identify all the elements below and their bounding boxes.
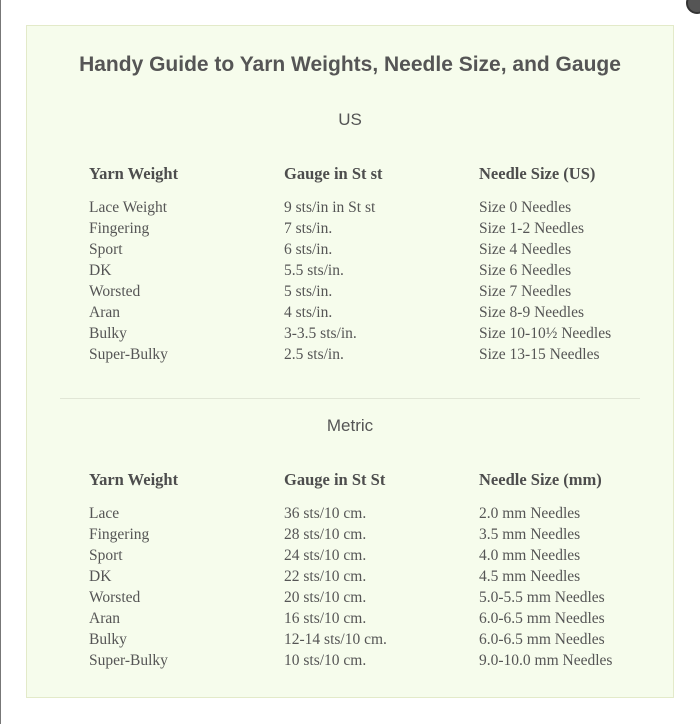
table-header-row (89, 164, 649, 197)
needle-size-cell: Size 0 Needles (479, 199, 572, 216)
table-row (89, 524, 649, 545)
metric-table (89, 470, 649, 671)
gauge-cell: 3-3.5 sts/in. (284, 325, 357, 342)
yarn-weight-cell: Super-Bulky (89, 652, 168, 669)
table-row (89, 281, 649, 302)
gauge-cell: 6 sts/in. (284, 241, 333, 258)
column-header: Needle Size (mm) (479, 470, 602, 489)
gauge-cell: 2.5 sts/in. (284, 346, 344, 363)
column-header: Gauge in St st (284, 164, 383, 183)
yarn-weight-cell: Worsted (89, 283, 141, 300)
section-divider (60, 398, 640, 399)
needle-size-cell: Size 1-2 Needles (479, 220, 585, 237)
table-row (89, 650, 649, 671)
table-row (89, 197, 649, 218)
yarn-weight-cell: Bulky (89, 631, 127, 648)
gauge-cell: 20 sts/10 cm. (284, 589, 367, 606)
table-row (89, 344, 649, 365)
gauge-cell: 7 sts/in. (284, 220, 333, 237)
needle-size-cell: 6.0-6.5 mm Needles (479, 631, 605, 648)
needle-size-cell: 3.5 mm Needles (479, 526, 581, 543)
page-title: Handy Guide to Yarn Weights, Needle Size, and Gauge (79, 53, 621, 76)
needle-size-cell: Size 10-10½ Needles (479, 325, 612, 342)
column-header: Needle Size (US) (479, 164, 596, 183)
window-edge (0, 0, 1, 724)
yarn-guide-panel (26, 25, 674, 698)
needle-size-cell: 5.0-5.5 mm Needles (479, 589, 605, 606)
table-row (89, 503, 649, 524)
yarn-weight-cell: DK (89, 568, 112, 585)
table-row (89, 566, 649, 587)
needle-size-cell: Size 8-9 Needles (479, 304, 585, 321)
gauge-cell: 28 sts/10 cm. (284, 526, 367, 543)
gauge-cell: 24 sts/10 cm. (284, 547, 367, 564)
yarn-weight-cell: Fingering (89, 220, 150, 237)
table-header-row (89, 470, 649, 503)
yarn-weight-cell: Aran (89, 610, 120, 627)
metric-section-heading: Metric (326, 416, 374, 435)
needle-size-cell: 2.0 mm Needles (479, 505, 581, 522)
table-row (89, 323, 649, 344)
gauge-cell: 9 sts/in in St st (284, 199, 376, 216)
gauge-cell: 22 sts/10 cm. (284, 568, 367, 585)
yarn-weight-cell: Bulky (89, 325, 127, 342)
table-row (89, 239, 649, 260)
yarn-weight-cell: Sport (89, 241, 123, 258)
needle-size-cell: 9.0-10.0 mm Needles (479, 652, 613, 669)
yarn-weight-cell: Worsted (89, 589, 141, 606)
yarn-weight-cell: Lace Weight (89, 199, 168, 216)
needle-size-cell: 4.0 mm Needles (479, 547, 581, 564)
needle-size-cell: Size 6 Needles (479, 262, 572, 279)
gauge-cell: 5 sts/in. (284, 283, 333, 300)
gauge-cell: 10 sts/10 cm. (284, 652, 367, 669)
table-row (89, 587, 649, 608)
table-row (89, 302, 649, 323)
gauge-cell: 4 sts/in. (284, 304, 333, 321)
close-icon[interactable] (686, 0, 700, 14)
needle-size-cell: Size 13-15 Needles (479, 346, 600, 363)
yarn-weight-cell: Sport (89, 547, 123, 564)
column-header: Gauge in St St (284, 470, 386, 489)
needle-size-cell: 4.5 mm Needles (479, 568, 581, 585)
yarn-weight-cell: DK (89, 262, 112, 279)
table-row (89, 545, 649, 566)
column-header: Yarn Weight (89, 164, 179, 183)
column-header: Yarn Weight (89, 470, 179, 489)
yarn-weight-cell: Fingering (89, 526, 150, 543)
yarn-weight-cell: Aran (89, 304, 120, 321)
table-row (89, 260, 649, 281)
gauge-cell: 12-14 sts/10 cm. (284, 631, 387, 648)
table-row (89, 629, 649, 650)
yarn-weight-cell: Lace (89, 505, 120, 522)
needle-size-cell: 6.0-6.5 mm Needles (479, 610, 605, 627)
gauge-cell: 36 sts/10 cm. (284, 505, 367, 522)
needle-size-cell: Size 4 Needles (479, 241, 572, 258)
yarn-weight-cell: Super-Bulky (89, 346, 168, 363)
gauge-cell: 16 sts/10 cm. (284, 610, 367, 627)
needle-size-cell: Size 7 Needles (479, 283, 572, 300)
us-table (89, 164, 649, 365)
table-row (89, 608, 649, 629)
gauge-cell: 5.5 sts/in. (284, 262, 344, 279)
table-row (89, 218, 649, 239)
us-section-heading: US (338, 110, 362, 129)
